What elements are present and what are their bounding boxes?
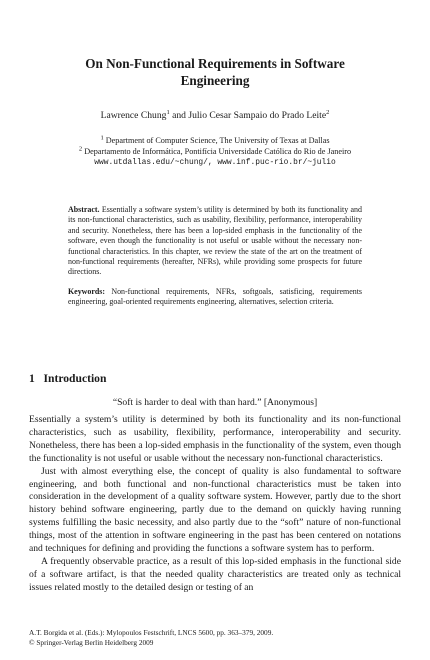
author-name: Julio Cesar Sampaio do Prado Leite: [188, 110, 327, 121]
keywords-label: Keywords:: [68, 286, 106, 296]
page-footer: [29, 628, 401, 647]
affiliation-mark: 2: [78, 145, 83, 153]
epigraph: “Soft is harder to deal with than hard.” [Anonymous]: [112, 397, 318, 408]
abstract-text: Essentially a software system’s utility is determined by both its functionality and its non-functional characteristics, such as usability, flexibility, performance, interoperability and security. Nonetheless, there has been a lop-sided emphasis in the functionality of the software, even though the functionality is not useful or usable without the necessary non-functional characteristics. In this chapter, we review the state of the art on the treatment of non-functional requirements (hereafter, NFRs), while providing some prospects for future directions.: [68, 205, 362, 277]
body-paragraph: Just with almost everything else, the concept of quality is also fundamental to software engineering, and both functional and non-functional characteristics must be taken into consideration in the development of a quality software system. However, partly due to the short history behind software engineering, partly due to the demand on quickly having running systems fulfilling the basic necessity, and also partly due to the “soft” nature of non-functional things, most of the attention in software engineering in the past has been centered on notations and techniques for defining and providing the functions a software system has to perform.: [29, 465, 401, 555]
abstract-block: [68, 205, 362, 308]
author-name: Lawrence Chung: [100, 110, 167, 121]
section-number: 1: [29, 372, 35, 385]
author-urls: www.utdallas.edu/~chung/, www.inf.puc-rio.br/~julio: [94, 157, 336, 167]
keywords: [68, 287, 362, 308]
section-body: [29, 414, 401, 595]
author-separator: and: [169, 110, 189, 121]
title-line-2: Engineering: [180, 73, 250, 88]
author-list: [40, 110, 390, 122]
abstract: [68, 205, 362, 278]
affiliation-text: Department of Computer Science, The University of Texas at Dallas: [103, 136, 330, 145]
author-affiliation-mark: 2: [326, 108, 330, 116]
affiliation: [40, 147, 390, 158]
copyright-line: © Springer-Verlag Berlin Heidelberg 2009: [29, 637, 154, 647]
body-paragraph: Essentially a system’s utility is determined by both its functionality and its non-functional characteristics, such as usability, flexibility, performance, interoperability and security. Nonetheless, there has been a lop-sided emphasis in the functionality of the system, even though the functionality is not useful or usable without the necessary non-functional characteristics.: [29, 414, 401, 464]
section-heading: [29, 372, 106, 385]
affiliation-text: Departamento de Informática, Pontifícia Universidade Católica do Rio de Janeiro: [82, 146, 352, 156]
title-line-1: On Non-Functional Requirements in Software: [85, 56, 345, 71]
affiliation-mark: 1: [100, 134, 104, 142]
affiliations: [40, 136, 390, 168]
body-paragraph: A frequently observable practice, as a result of this lop-sided emphasis in the functional side of a software artifact, is that the needed quality characteristics are treated only as technical issues related mostly to the detailed design or testing of an: [29, 555, 401, 593]
affiliation: [40, 136, 390, 147]
citation-line: A.T. Borgida et al. (Eds.): Mylopoulos Festschrift, LNCS 5600, pp. 363–379, 2009.: [29, 628, 274, 637]
keywords-text: Non-functional requirements, NFRs, softgoals, satisficing, requirements engineering, goal-oriented requirements engineering, alternatives, selection criteria.: [68, 286, 362, 307]
author-affiliation-mark: 1: [166, 108, 170, 116]
section-title: Introduction: [43, 372, 107, 385]
paper-title: [60, 55, 370, 89]
abstract-label: Abstract.: [68, 205, 100, 214]
